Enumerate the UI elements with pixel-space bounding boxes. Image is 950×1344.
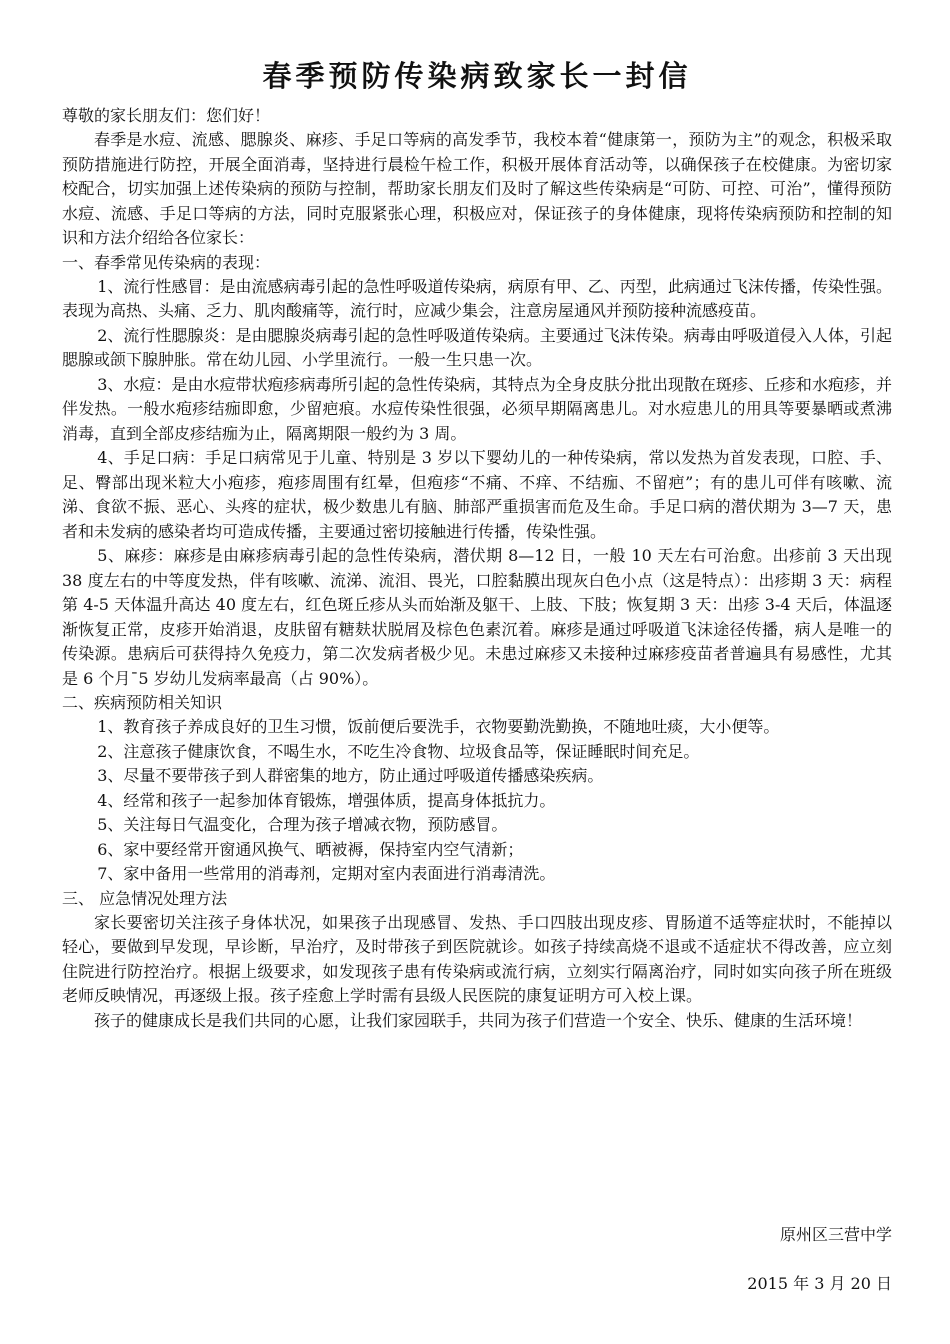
- section3-heading: 三、 应急情况处理方法: [62, 888, 228, 908]
- section2-list: [62, 715, 892, 887]
- list-item: 1、教育孩子养成良好的卫生习惯，饭前便后要洗手，衣物要勤洗勤换，不随地吐痰，大小便等。: [97, 717, 780, 736]
- signature-date: 2015 年 3 月 20 日: [747, 1274, 892, 1293]
- letter-title: 春季预防传染病致家长一封信: [262, 59, 692, 93]
- list-item: 2、流行性腮腺炎：是由腮腺炎病毒引起的急性呼吸道传染病。主要通过飞沫传染。病毒由呼吸道侵入人体，引起腮腺或颌下腺肿胀。常在幼儿园、小学里流行。一般一生只患一次。: [62, 325, 892, 369]
- signature-school: 原州区三营中学: [779, 1225, 892, 1244]
- list-item: 4、经常和孩子一起参加体育锻炼，增强体质，提高身体抵抗力。: [97, 790, 556, 810]
- salutation: 尊敬的家长朋友们：您们好！: [62, 106, 271, 125]
- list-item: 1、流行性感冒：是由流感病毒引起的急性呼吸道传染病，病原有甲、乙、丙型，此病通过飞沫传播，传染性强。表现为高热、头痛、乏力、肌肉酸痛等，流行时，应减少集会，注意房屋通风并预防接种流感疫苗。: [62, 276, 892, 320]
- section2-heading: 二、疾病预防相关知识: [62, 693, 223, 712]
- section1-heading: 一、春季常见传染病的表现：: [62, 252, 271, 272]
- list-item: 4、手足口病：手足口病常见于儿童、特别是 3 岁以下婴幼儿的一种传染病，常以发热为首发表现，口腔、手、足、臀部出现米粒大小疱疹，疱疹周围有红晕，但疱疹“不痛、不痒、不结痂、不留疤”；有的患儿可伴有咳嗽、流涕、食欲不振、恶心、头疼的症状，极少数患儿有脑、肺部严重损害而危及生命。手足口病的潜伏期为 3—7 天，患者和未发病的感染者均可造成传播，主要通过密切接触进行传播，传染性强。: [62, 448, 892, 541]
- list-item: 5、麻疹：麻疹是由麻疹病毒引起的急性传染病，潜伏期 8—12 日，一般 10 天左右可治愈。出疹前 3 天出现 38 度左右的中等度发热，伴有咳嗽、流涕、流泪、畏光，口腔黏膜出现灰白色小点（这是特点）：出疹期 3 天：病程第 4-5 天体温升高达 40 度左右，红色斑丘疹从头而始渐及躯干、上肢、下肢；恢复期 3 天：出疹 3-4 天后，体温逐渐恢复正常，皮疹开始消退，皮肤留有糖麸状脱屑及棕色色素沉着。麻疹是通过呼吸道飞沫途径传播，病人是唯一的传染源。患病后可获得持久免疫力，第二次发病者极少见。未患过麻疹又未接种过麻疹疫苗者普遍具有易感性，尤其是 6 个月¯5 岁幼儿发病率最高（占 90%）。: [62, 546, 892, 688]
- list-item: 3、水痘：是由水痘带状疱疹病毒所引起的急性传染病，其特点为全身皮肤分批出现散在斑疹、丘疹和水疱疹，并伴发热。一般水疱疹结痂即愈，少留疤痕。水痘传染性很强，必须早期隔离患儿。对水痘患儿的用具等要暴晒或煮沸消毒，直到全部皮疹结痂为止，隔离期限一般约为 3 周。: [62, 374, 892, 443]
- list-item: 7、家中备用一些常用的消毒剂，定期对室内表面进行消毒清洗。: [97, 864, 556, 883]
- section1-list: [62, 275, 892, 692]
- letter-page: [62, 56, 892, 1033]
- intro-paragraph: 春季是水痘、流感、腮腺炎、麻疹、手足口等病的高发季节，我校本着“健康第一，预防为主”的观念，积极采取预防措施进行防控，开展全面消毒，坚持进行晨检午检工作，积极开展体育活动等，以确保孩子在校健康。为密切家校配合，切实加强上述传染病的预防与控制，帮助家长朋友们及时了解这些传染病是“可防、可控、可治”，懂得预防水痘、流感、手足口等病的方法，同时克服紧张心理，积极应对，保证孩子的身体健康，现将传染病预防和控制的知识和方法介绍给各位家长：: [62, 130, 892, 247]
- list-item: 3、尽量不要带孩子到人群密集的地方，防止通过呼吸道传播感染疾病。: [97, 766, 604, 785]
- list-item: 5、关注每日气温变化，合理为孩子增减衣物，预防感冒。: [97, 815, 508, 834]
- closing-paragraph: 孩子的健康成长是我们共同的心愿，让我们家园联手，共同为孩子们营造一个安全、快乐、健康的生活环境！: [94, 1010, 863, 1030]
- list-item: 6、家中要经常开窗通风换气、晒被褥，保持室内空气清新；: [97, 839, 524, 859]
- list-item: 2、注意孩子健康饮食，不喝生水，不吃生冷食物、垃圾食品等，保证睡眠时间充足。: [97, 741, 700, 761]
- section3-paragraph: 家长要密切关注孩子身体状况，如果孩子出现感冒、发热、手口四肢出现皮疹、胃肠道不适等症状时，不能掉以轻心，要做到早发现，早诊断，早治疗，及时带孩子到医院就诊。如孩子持续高烧不退或不适症状不得改善，应立刻住院进行防控治疗。根据上级要求，如发现孩子患有传染病或流行病，立刻实行隔离治疗，同时如实向孩子所在班级老师反映情况，再逐级上报。孩子痊愈上学时需有县级人民医院的康复证明方可入校上课。: [62, 912, 892, 1005]
